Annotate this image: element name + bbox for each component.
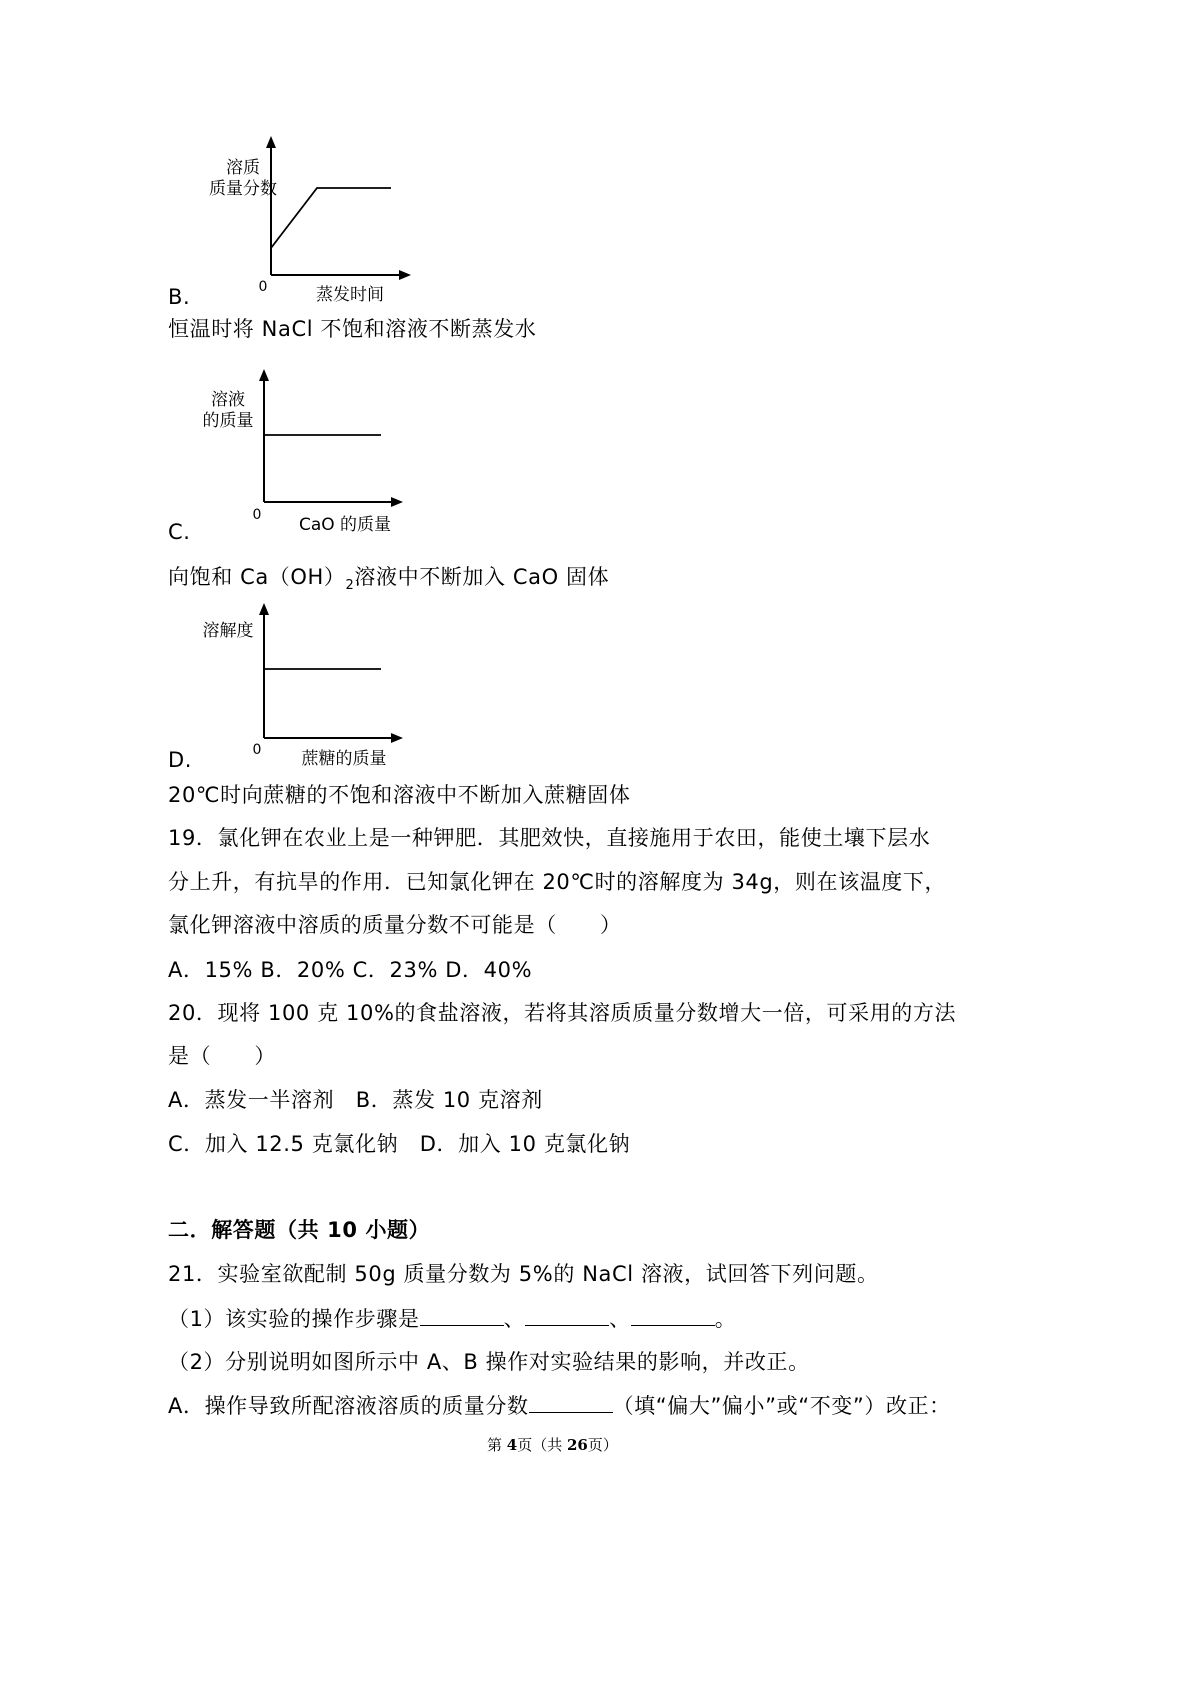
caption-d: 20℃时向蔗糖的不饱和溶液中不断加入蔗糖固体 (168, 783, 631, 807)
chart-d-xlabel: 蔗糖的质量 (301, 749, 387, 769)
option-b-label: B. (168, 285, 191, 309)
chart-c-ylabel-line2: 的质量 (202, 411, 254, 431)
q19-line2: 分上升，有抗旱的作用．已知氯化钾在 20℃时的溶解度为 34g，则在该温度下， (168, 870, 947, 894)
separator-2: 、 (609, 1307, 631, 1331)
q21-sub1-prefix: （1）该实验的操作步骤是 (168, 1307, 420, 1331)
page-footer (487, 1434, 618, 1455)
caption-c-before: 向饱和 Ca（OH） (168, 565, 346, 589)
q21-sub1-end: 。 (714, 1307, 737, 1331)
caption-c (168, 562, 609, 601)
chart-d-origin: 0 (252, 742, 262, 758)
chart-c-origin: 0 (252, 507, 262, 523)
caption-c-subscript: 2 (345, 578, 355, 593)
footer-prefix: 第 (487, 1436, 507, 1454)
answer-blank-1[interactable] (420, 1305, 504, 1326)
q21-a-suffix: （填“偏大”偏小”或“不变”）改正： (612, 1394, 951, 1418)
answer-blank-2[interactable] (525, 1305, 609, 1326)
chart-b-xlabel: 蒸发时间 (316, 285, 384, 305)
q20-line2: 是（ ） (168, 1044, 276, 1068)
section-heading: 二．解答题（共 10 小题） (168, 1218, 431, 1242)
q19-options: A．15% B．20% C．23% D．40% (168, 958, 533, 982)
chart-b-origin: 0 (258, 279, 268, 295)
q20-options-cd: C．加入 12.5 克氯化钠 D．加入 10 克氯化钠 (168, 1132, 631, 1156)
q21-sub1 (168, 1304, 736, 1334)
q19-line1: 19．氯化钾在农业上是一种钾肥．其肥效快，直接施用于农田，能使土壤下层水 (168, 826, 931, 850)
caption-c-after: 溶液中不断加入 CaO 固体 (354, 565, 610, 589)
caption-b: 恒温时将 NaCl 不饱和溶液不断蒸发水 (168, 317, 537, 341)
option-d-label: D. (168, 748, 193, 772)
q19-line3: 氯化钾溶液中溶质的质量分数不可能是（ ） (168, 913, 622, 937)
option-c-label: C. (168, 520, 191, 544)
chart-b (195, 130, 425, 310)
chart-c-xlabel: CaO 的质量 (298, 515, 392, 535)
chart-d (195, 598, 425, 778)
chart-d-ylabel-line1: 溶解度 (202, 621, 254, 641)
q20-line1: 20．现将 100 克 10%的食盐溶液，若将其溶质质量分数增大一倍，可采用的方法 (168, 1001, 957, 1025)
chart-b-ylabel-line2: 质量分数 (209, 179, 277, 199)
chart-d-y-arrow (259, 603, 269, 615)
chart-c-x-arrow (391, 497, 403, 507)
q21-a (168, 1391, 951, 1421)
footer-total-pages: 26 (567, 1436, 588, 1454)
q20-options-ab: A．蒸发一半溶剂 B．蒸发 10 克溶剂 (168, 1088, 543, 1112)
footer-middle: 页（共 (517, 1436, 567, 1454)
chart-c-y-arrow (259, 369, 269, 381)
separator-1: 、 (503, 1307, 526, 1331)
chart-b-curve (271, 188, 391, 248)
chart-b-y-arrow (266, 136, 276, 148)
answer-blank-4[interactable] (529, 1392, 613, 1413)
q21-line1: 21．实验室欲配制 50g 质量分数为 5%的 NaCl 溶液，试回答下列问题。 (168, 1262, 879, 1286)
footer-suffix: 页） (587, 1436, 618, 1454)
chart-c-ylabel-line1: 溶液 (211, 390, 245, 410)
answer-blank-3[interactable] (631, 1305, 715, 1326)
chart-d-x-arrow (391, 733, 403, 743)
q21-sub2: （2）分别说明如图所示中 A、B 操作对实验结果的影响，并改正。 (168, 1350, 810, 1374)
footer-page-number: 4 (506, 1436, 518, 1454)
chart-c (195, 360, 425, 540)
q21-a-prefix: A．操作导致所配溶液溶质的质量分数 (168, 1394, 529, 1418)
chart-b-ylabel-line1: 溶质 (226, 158, 260, 178)
chart-b-x-arrow (399, 270, 411, 280)
